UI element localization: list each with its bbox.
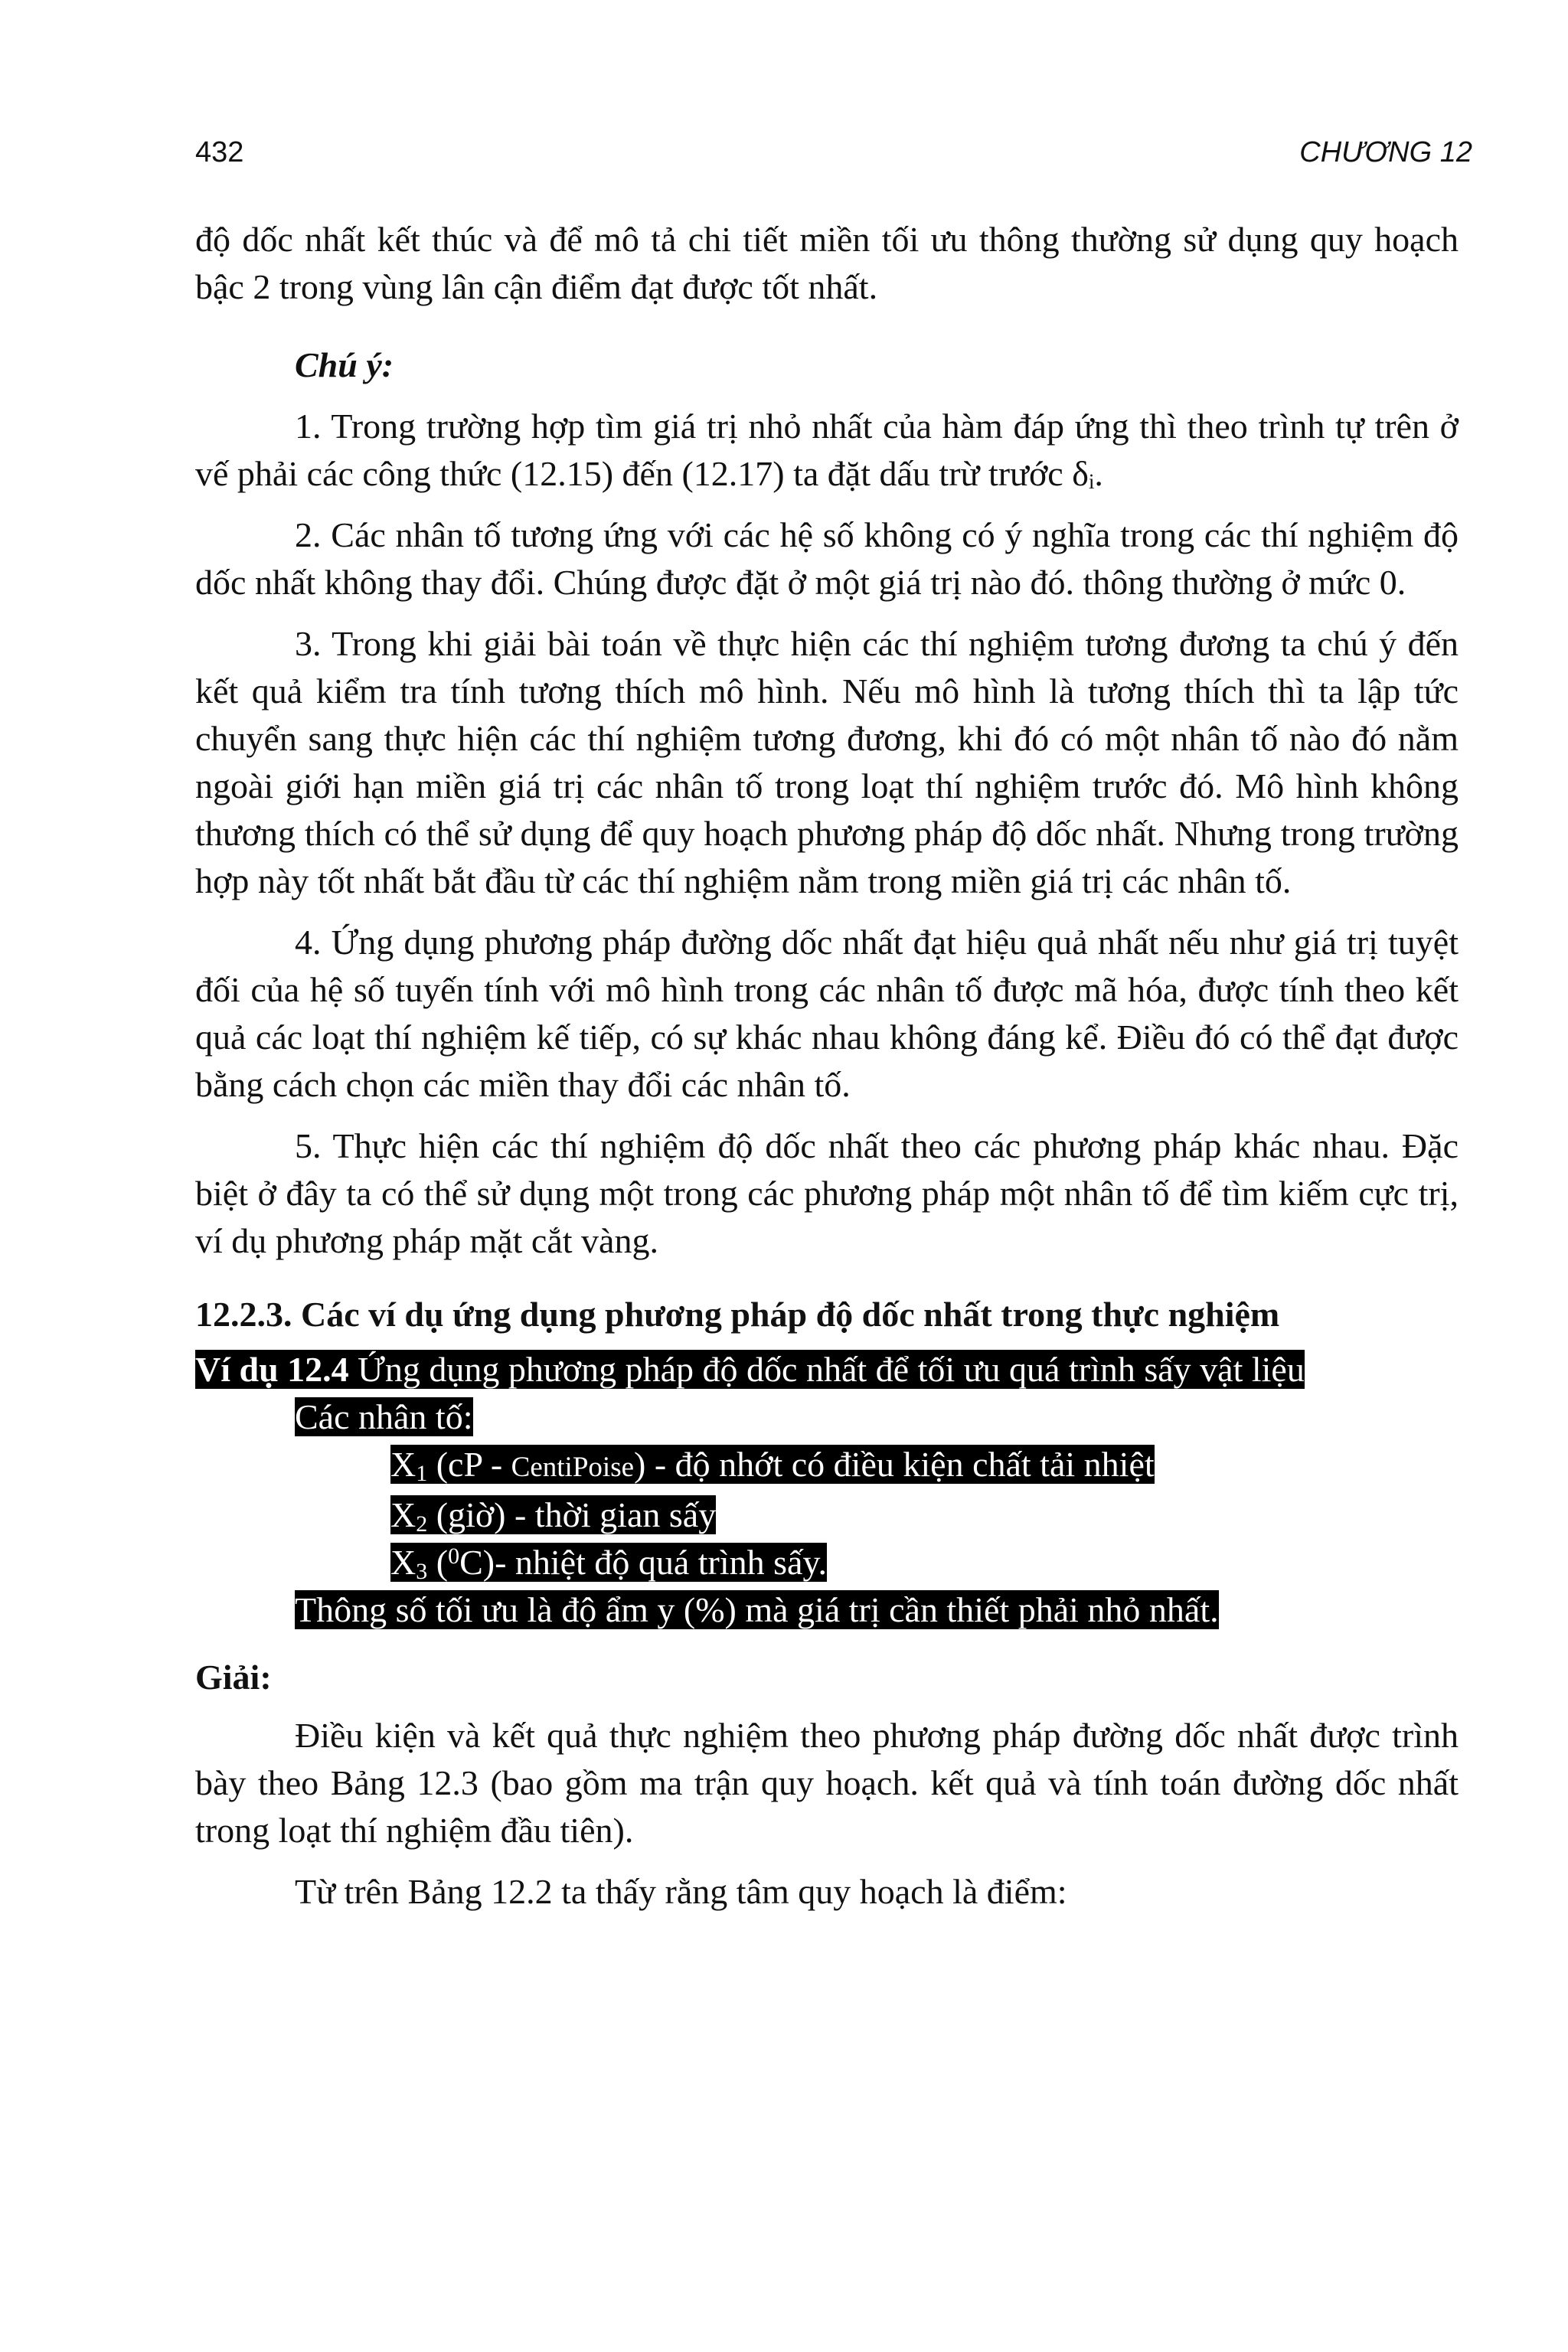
page-number: 432 bbox=[195, 136, 244, 168]
note-item: 3. Trong khi giải bài toán về thực hiện các thí nghiệm tương đương ta chú ý đến kết quả kiểm tra tính tương thích mô hình. Nếu mô hình là tương thích thì ta lập tức chuyển sang thực hiện các thí nghiệm tương đương, khi đó có một nhân tố nào đó nằm ngoài giới hạn miền giá trị các nhân tố trong loạt thí nghiệm trước đó. Mô hình không thương thích có thể sử dụng để quy hoạch phương pháp độ dốc nhất. Nhưng trong trường hợp này tốt nhất bắt đầu từ các thí nghiệm nằm trong miền giá trị các nhân tố. bbox=[195, 624, 1459, 900]
factor-text: ) - độ nhớt có điều kiện chất tải nhiệt bbox=[634, 1445, 1155, 1484]
page-header bbox=[195, 136, 1472, 182]
example-title: Ứng dụng phương pháp độ dốc nhất để tối ưu quá trình sấy vật liệu bbox=[358, 1350, 1305, 1389]
example-factors-line bbox=[195, 1393, 1459, 1441]
factor-x2 bbox=[195, 1491, 1459, 1539]
factor-var: X bbox=[390, 1543, 416, 1582]
example-label: Ví dụ 12.4 bbox=[195, 1350, 349, 1389]
note-heading: Chú ý: bbox=[295, 345, 394, 384]
solution-paragraph: Từ trên Bảng 12.2 ta thấy rằng tâm quy hoạch là điểm: bbox=[295, 1872, 1067, 1911]
factor-x3 bbox=[195, 1539, 1459, 1586]
factor-text: (giờ) - thời gian sấy bbox=[427, 1495, 717, 1534]
factor-sub: 1 bbox=[416, 1461, 428, 1486]
factor-sub: 2 bbox=[416, 1511, 428, 1537]
example-box bbox=[195, 1346, 1459, 1634]
chapter-title: CHƯƠNG 12 bbox=[1299, 136, 1472, 168]
factor-sub: 3 bbox=[416, 1559, 428, 1584]
factor-var: X bbox=[390, 1445, 416, 1484]
factor-x1 bbox=[195, 1441, 1459, 1491]
solution-paragraph: Điều kiện và kết quả thực nghiệm theo phương pháp đường dốc nhất được trình bày theo Bảng 12.3 (bao gồm ma trận quy hoạch. kết quả và tính toán đường dốc nhất trong loạt thí nghiệm đầu tiên). bbox=[195, 1716, 1459, 1850]
intro-paragraph: độ dốc nhất kết thúc và để mô tả chi tiết miền tối ưu thông thường sử dụng quy hoạch bậc 2 trong vùng lân cận điểm đạt được tốt nhất. bbox=[195, 220, 1459, 306]
page-body bbox=[195, 216, 1459, 1929]
factor-var: X bbox=[390, 1495, 416, 1534]
section-heading: 12.2.3. Các ví dụ ứng dụng phương pháp độ dốc nhất trong thực nghiệm bbox=[195, 1295, 1280, 1334]
factor-text: C)- nhiệt độ quá trình sấy. bbox=[459, 1543, 827, 1582]
example-title-line bbox=[195, 1346, 1459, 1393]
factor-sup: 0 bbox=[448, 1544, 460, 1569]
objective-text: Thông số tối ưu là độ ẩm y (%) mà giá trị cần thiết phải nhỏ nhất. bbox=[295, 1590, 1219, 1629]
factor-unit: CentiPoise bbox=[511, 1452, 635, 1483]
solution-heading: Giải: bbox=[195, 1658, 272, 1697]
note-item: 5. Thực hiện các thí nghiệm độ dốc nhất theo các phương pháp khác nhau. Đặc biệt ở đây ta có thể sử dụng một trong các phương pháp một nhân tố để tìm kiếm cực trị, ví dụ phương pháp mặt cắt vàng. bbox=[195, 1126, 1459, 1260]
factors-label: Các nhân tố: bbox=[295, 1397, 473, 1436]
factor-text: (cP - bbox=[427, 1445, 511, 1484]
note-item: 2. Các nhân tố tương ứng với các hệ số không có ý nghĩa trong các thí nghiệm độ dốc nhất không thay đổi. Chúng được đặt ở một giá trị nào đó. thông thường ở mức 0. bbox=[195, 515, 1459, 602]
note-item: 4. Ứng dụng phương pháp đường dốc nhất đạt hiệu quả nhất nếu như giá trị tuyệt đối của hệ số tuyến tính với mô hình trong các nhân tố được mã hóa, được tính theo kết quả các loạt thí nghiệm kế tiếp, có sự khác nhau không đáng kể. Điều đó có thể đạt được bằng cách chọn các miền thay đổi các nhân tố. bbox=[195, 923, 1459, 1104]
note-item: 1. Trong trường hợp tìm giá trị nhỏ nhất của hàm đáp ứng thì theo trình tự trên ở vế phải các công thức (12.15) đến (12.17) ta đặt dấu trừ trước δᵢ. bbox=[195, 407, 1459, 493]
factor-text: ( bbox=[427, 1543, 449, 1582]
example-objective bbox=[195, 1586, 1459, 1634]
